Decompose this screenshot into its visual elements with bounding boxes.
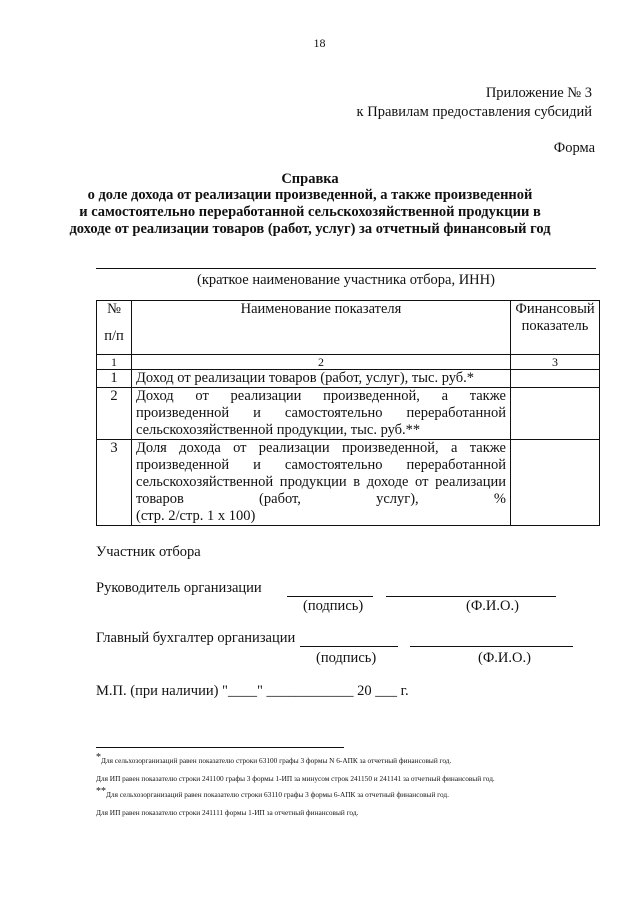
page-number: 18 — [313, 36, 326, 50]
header-number-line-2: п/п — [104, 328, 124, 344]
accountant-label: Главный бухгалтер организации — [96, 630, 296, 646]
stamp-date-line: М.П. (при наличии) "____" ____________ 20 ___ г. — [96, 683, 409, 699]
subtitle-line-3: доходе от реализации товаров (работ, услуг) за отчетный финансовый год — [69, 221, 551, 237]
head-fio-field[interactable] — [386, 578, 556, 597]
footnote-2a-text: Для сельхозорганизаций равен показателю строки 63110 графы 3 формы 6-АПК за отчетный финансовый год. — [106, 790, 449, 799]
header-fin-line-2: показатель — [521, 318, 589, 334]
table-row — [97, 440, 600, 526]
footnote-2a — [96, 786, 616, 800]
table-row — [97, 370, 600, 388]
head-label: Руководитель организации — [96, 580, 262, 596]
row-indicator-name — [132, 440, 511, 526]
participant-name-caption: (краткое наименование участника отбора, ИНН) — [197, 272, 495, 288]
table-header-row — [97, 301, 600, 355]
row-number: 3 — [97, 440, 132, 526]
row-2-line-2: произведенной и самостоятельно переработанной — [136, 405, 506, 421]
indicator-table — [96, 300, 600, 526]
accountant-signature-field[interactable] — [300, 628, 398, 647]
head-signature-caption: (подпись) — [303, 598, 364, 614]
footnote-marker-1: * — [96, 752, 101, 763]
document-subtitle — [60, 187, 560, 238]
row-indicator-name — [132, 370, 511, 388]
footnote-1b: Для ИП равен показателю строки 241100 графы 3 формы 1-ИП за минусом строк 241150 и 241141 за отчетный финансовый год. — [96, 774, 495, 783]
header-financial-value — [511, 301, 600, 355]
subtitle-line-1: о доле дохода от реализации произведенной, а также произведенной — [87, 187, 533, 203]
row-3-line-2: произведенной и самостоятельно переработанной — [136, 457, 506, 473]
row-3-line-5: (стр. 2/стр. 1 х 100) — [136, 508, 256, 524]
row-3-line-4: товаров (работ, услуг), % — [136, 491, 506, 507]
row-number: 2 — [97, 388, 132, 440]
header-fin-line-1: Финансовый — [515, 301, 595, 317]
head-signature-field[interactable] — [287, 578, 373, 597]
accountant-fio-field[interactable] — [410, 628, 573, 647]
row-1-line-1: Доход от реализации товаров (работ, услуг), тыс. руб.* — [136, 370, 475, 386]
header-indicator-name: Наименование показателя — [132, 301, 511, 355]
row-value-cell[interactable] — [511, 388, 600, 440]
footnote-1a-text: Для сельхозорганизаций равен показателю строки 63100 графы 3 формы N 6-АПК за отчетный финансовый год. — [101, 756, 452, 765]
form-label: Форма — [553, 140, 595, 156]
index-cell-1: 1 — [97, 355, 132, 370]
index-cell-3: 3 — [511, 355, 600, 370]
footnote-1a — [96, 752, 616, 766]
row-3-line-3: сельскохозяйственной продукции в доходе от реализации — [136, 474, 506, 490]
appendix-line-2: к Правилам предоставления субсидий — [356, 104, 592, 120]
table-index-row — [97, 355, 600, 370]
row-2-line-3: сельскохозяйственной продукции, тыс. руб.** — [136, 422, 421, 438]
footnote-marker-2: ** — [96, 786, 106, 797]
participant-name-field[interactable] — [96, 268, 596, 269]
appendix-reference — [357, 84, 592, 122]
appendix-line-1: Приложение № 3 — [485, 85, 592, 101]
row-indicator-name — [132, 388, 511, 440]
row-value-cell[interactable] — [511, 370, 600, 388]
footnote-2b: Для ИП равен показателю строки 241111 формы 1-ИП за отчетный финансовый год. — [96, 808, 359, 817]
participant-label: Участник отбора — [96, 544, 201, 560]
row-number: 1 — [97, 370, 132, 388]
accountant-fio-caption: (Ф.И.О.) — [478, 650, 531, 666]
subtitle-line-2: и самостоятельно переработанной сельскохозяйственной продукции в — [79, 204, 541, 220]
header-number-line-1: № — [107, 301, 121, 317]
row-3-line-1: Доля дохода от реализации произведенной, а также — [136, 440, 506, 456]
document-title: Справка — [281, 171, 339, 187]
head-fio-caption: (Ф.И.О.) — [466, 598, 519, 614]
index-cell-2: 2 — [132, 355, 511, 370]
accountant-signature-caption: (подпись) — [316, 650, 377, 666]
row-2-line-1: Доход от реализации произведенной, а также — [136, 388, 506, 404]
header-number — [97, 301, 132, 355]
footnote-separator — [96, 747, 344, 748]
table-row — [97, 388, 600, 440]
row-value-cell[interactable] — [511, 440, 600, 526]
